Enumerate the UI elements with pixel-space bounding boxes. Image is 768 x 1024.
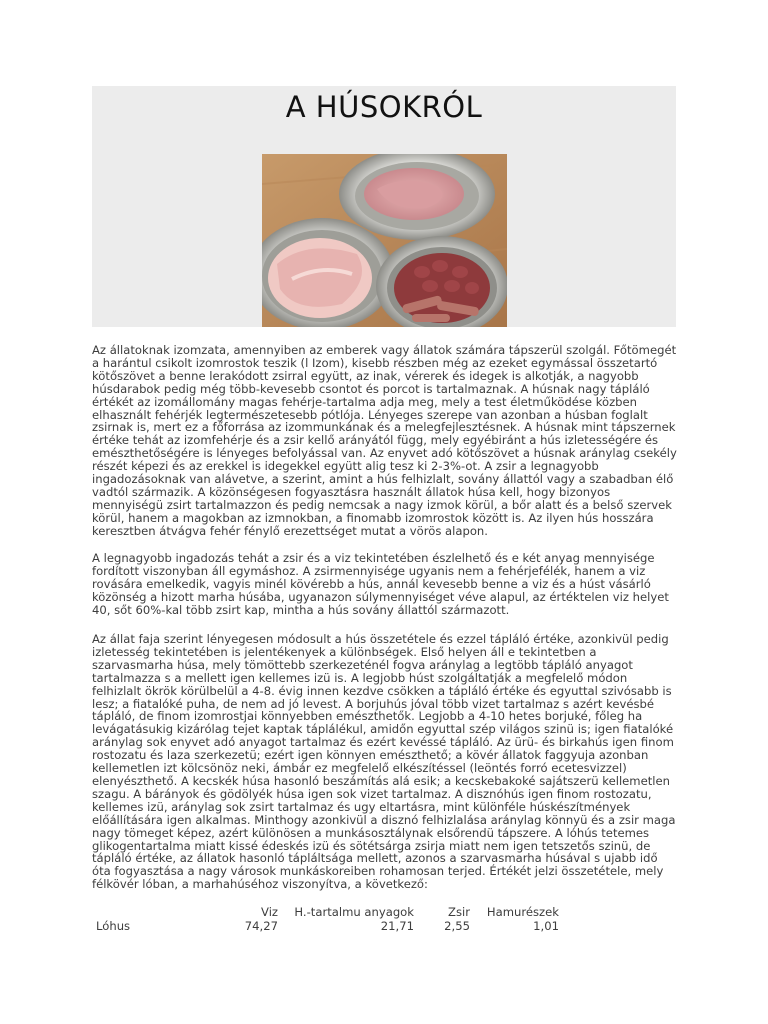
table-header: H.-tartalmu anyagok xyxy=(294,905,414,919)
header-band xyxy=(92,86,676,327)
composition-table xyxy=(92,905,559,933)
table-header: Zsir xyxy=(448,905,470,919)
table-cell: 21,71 xyxy=(380,919,414,933)
table-row xyxy=(92,919,559,933)
table-cell: Lóhus xyxy=(96,919,131,933)
table-header: Hamurészek xyxy=(486,905,559,919)
paragraph-2: A legnagyobb ingadozás tehát a zsir és a viz tekintetében észlelhető és e két anyag mennyisége fordított viszonyban áll egymáshoz. A zsirmennyisége ugyanis nem a fehérjefélék, hanem a viz rovására emelkedik, vagyis minél kövérebb a hús, annál kevesebb benne a viz és a húst vásárló közönség a hizott marha húsába, ugyanazon súlymennyiséget véve alapul, az értéktelen viz helyet 40, sőt 60%-kal több zsirt kap, mintha a hús sovány állattól származott. xyxy=(92,551,669,617)
table-cell: 2,55 xyxy=(444,919,470,933)
paragraph-1: Az állatoknak izomzata, amennyiben az emberek vagy állatok számára tápszerül szolgál. Főtömegét a harántul csikolt izomrostok teszik (l Izom), kisebb részben még az ezeket egymással összetartó kötőszövet a benne lerakódott zsirral együtt, az inak, vérerek és idegek is alkotják, a nagyobb húsdarabok pedig még több-kevesebb csontot és porcot is tartalmaznak. A húsnak nagy tápláló értékét az izomállomány magas fehérje-tartalma adja meg, mely a test életműködése közben elhasznált fehérjék legtermészetesebb pótlója. Lényeges szerepe van azonban a húsban foglalt zsirnak is, mert ez a főforrása az izommunkának és a melegfejlesztésnek. A húsnak mint tápszernek értéke tehát az izomfehérje és a zsir kellő arányától függ, mely egyébiránt a hús izletességére és emészthetőségére is lényeges befolyással van. Az enyvet adó kötőszövet a húsnak aránylag csekély részét képezi és az erekkel is idegekkel együtt alig tesz ki 2-3%-ot. A zsir a legnagyobb ingadozásoknak van alávetve, a szerint, amint a hús felhizlalt, sovány állattól vagy a szabadban élő vadtól származik. A közönségesen fogyasztásra használt állatok húsa kell, hogy bizonyos mennyiségü zsirt tartalmazzon és pedig nemcsak a nagy izmok körül, a bőr alatt és a belső szervek körül, hanem a magokban az izmnokban, a finomabb izomrostok között is. Az ilyen hús hosszára keresztben átvágva fehér fénylő erezettséget mutat a vörös alapon. xyxy=(92,343,677,538)
table-cell: 1,01 xyxy=(533,919,559,933)
table-cell: 74,27 xyxy=(244,919,278,933)
paragraph-3: Az állat faja szerint lényegesen módosult a hús összetétele és ezzel tápláló értéke, azonkivül pedig izletesség tekintetében is jelentékenyek a különbségek. Első helyen áll e tekintetben a szarvasmarha húsa, mely tömöttebb szerkezeténél fogva aránylag a legtöbb tápláló anyagot tartalmazza s a mellett igen kellemes izü is. A legjobb húst szolgáltatják a megfelelő módon felhizlalt ökrök körülbelül a 4-8. évig innen kezdve csökken a tápláló értéke és egyuttal szivósabb is lesz; a fiatalóké puha, de nem ad jó levest. A borjuhús jóval több vizet tartalmaz s azért kevésbé tápláló, de finom izomrostjai könnyebben emészthetők. Legjobb a 4-10 hetes borjuké, főleg ha levágatásukig kizárólag tejet kaptak táplálékul, amidőn egyuttal szép világos szinü is; igen fiatalóké aránylag sok enyvet adó anyagot tartalmaz és ezért kevéssé tápláló. Az ürü- és birkahús igen finom rostozatu és laza szerkezetü; ezért igen könnyen emészthető; a kövér állatok faggyuja azonban kellemetlen izt kölcsönöz neki, ámbár ez megfelelő elkészítéssel (leöntés forró ecetesvizzel) elenyészthető. A kecskék húsa hasonló beszámítás alá esik; a kecskebakoké sajátszerü kellemetlen szagu. A bárányok és gödölyék húsa igen sok vizet tartalmaz. A disznóhús igen finom rostozatu, kellemes izü, aránylag sok zsirt tartalmaz és ugy eltartásra, mint különféle húskészítmények előállítására igen alkalmas. Minthogy azonkivül a disznó felhizlalása aránylag könnyü és a zsir maga nagy tömeget képez, azért különösen a munkásosztálynak elsőrendü tápszere. A lóhús tetemes glikogentartalma miatt kissé édeskés izü és sötétsárga zsirja miatt nem igen tetszetős szinü, de tápláló értéke, az állatok hasonló tápláltsága mellett, azonos a szarvasmarha húsával s ujabb idő óta fogyasztása a nagy városok munkáskoreiben rohamosan terjed. Értékét jelzi összetétele, mely félkövér lóban, a marhahúséhoz viszonyítva, a következő: xyxy=(92,632,676,892)
page-title: A HÚSOKRÓL xyxy=(285,90,483,124)
table-header-row xyxy=(92,905,559,919)
table-header xyxy=(92,905,236,919)
meat-bowls-photo xyxy=(262,154,507,327)
table-header: Viz xyxy=(261,905,278,919)
